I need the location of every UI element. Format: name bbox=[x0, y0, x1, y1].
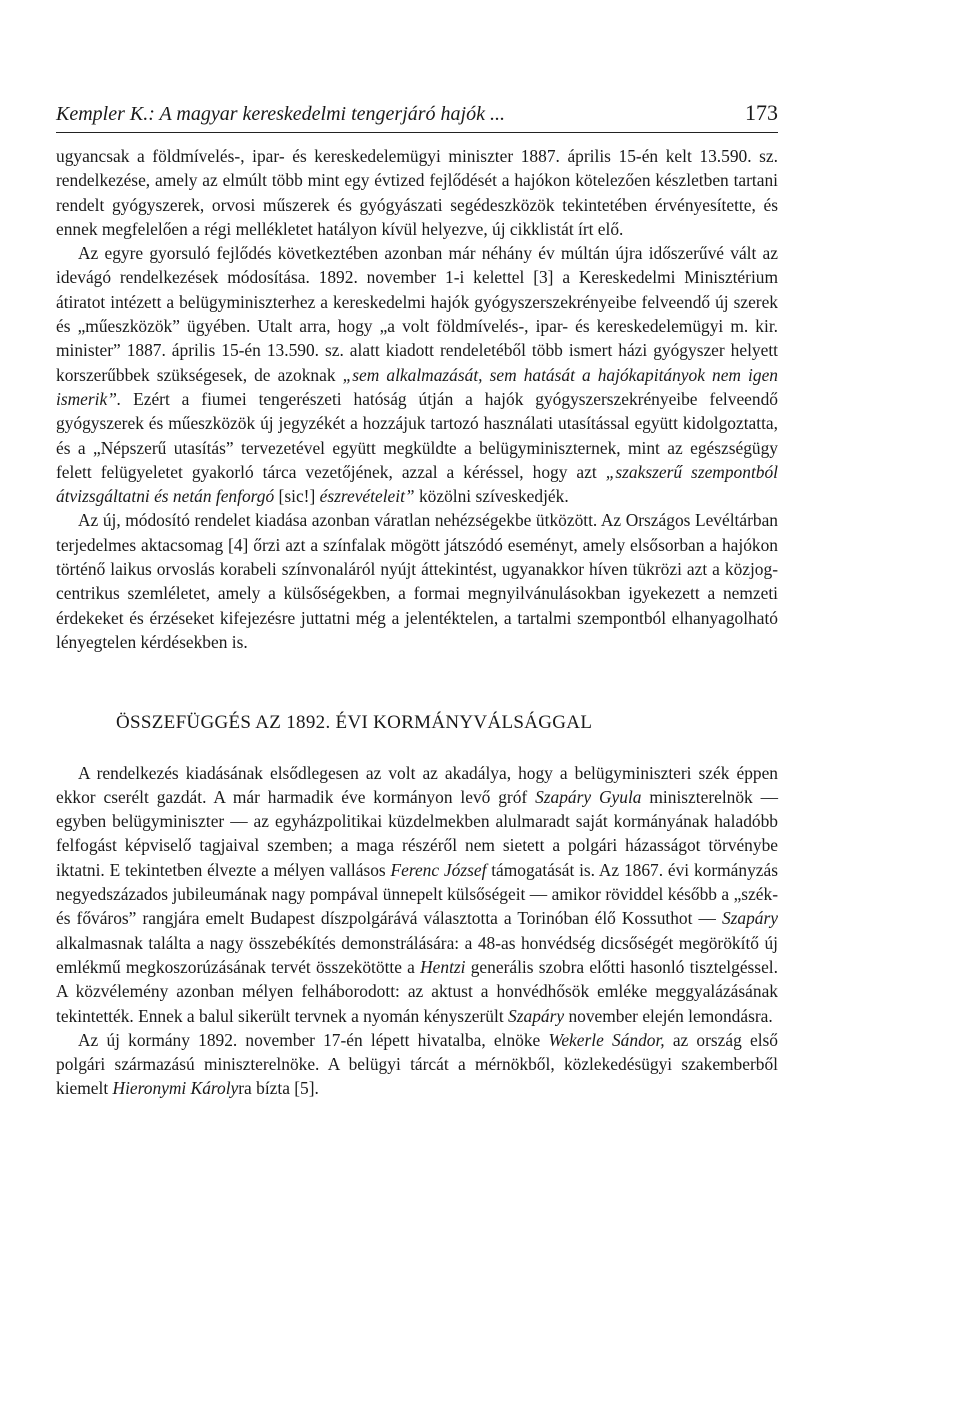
paragraph-2-sic: [sic!] bbox=[278, 486, 316, 507]
section-heading: ÖSSZEFÜGGÉS AZ 1892. ÉVI KORMÁNYVÁLSÁGGAL bbox=[116, 712, 593, 734]
paragraph-2-text-b: Ezért a fiumei tengerészeti hatóság útján a hajók gyógyszerszekrényeibe felveendő gyógyszerek és műeszközök új jegyzékét a hozzájuk tartozó használati utasítással együtt kidolgoztatta, és a „Népszerű utasítás” tervezetével együtt megküldte a belügyminiszternek, mint az egészségügy felett felügyeletet gyakorló tárca vezetőjének, azzal a kéréssel, hogy azt bbox=[56, 388, 778, 482]
paragraph-1-text: ugyancsak a földmívelés-, ipar- és kereskedelemügyi miniszter 1887. április 15-én kelt 13.590. sz. rendelkezése, amely az elmúlt több mint egy évtized fejlődését a hajókon kötelezően készletben tartani rendelt gyógyszerek, orvosi műszerek és gyógyászati segédeszközök tekintetében érvényesítette, és ennek megfelelően a régi mellékletet hatályon kívül helyezve, új cikklistát írt elő. bbox=[56, 146, 778, 239]
name-szapary-gyula: Szapáry Gyula bbox=[535, 786, 642, 807]
name-szapary: Szapáry bbox=[721, 908, 778, 929]
paragraph-5-text-a: Az új kormány 1892. november 17-én lépett hivatalba, elnöke bbox=[78, 1029, 541, 1050]
paragraph-4-text-e: generális szobra előtti hasonló tisztelgéssel. A közvélemény azonban mélyen felháborodott: az aktust a honvédhősök emléke meggyalázásának tekintették. Ennek a balul sikerült tervnek a nyomán kényszerült bbox=[56, 956, 778, 1026]
paragraph-2-quote-1: „sem alkalmazását, sem hatását a hajókapitányok nem igen ismerik”. bbox=[56, 364, 778, 409]
paragraph-2-quote-3: észrevételeit” bbox=[319, 486, 415, 507]
paragraph-4-text-f: november elején lemondásra. bbox=[568, 1005, 773, 1026]
name-hieronymi-karoly: Hieronymi Károly bbox=[112, 1078, 239, 1099]
paragraph-4-text-d: alkalmasnak találta a nagy összebékítés demonstrálására: a 48-as honvédség dicsőségét megörökítő új emlékmű megkoszorúzásának tervét összekötötte a bbox=[56, 932, 778, 977]
paragraph-2-text-a: Az egyre gyorsuló fejlődés következtében azonban már néhány év múltán újra időszerűvé vált az idevágó rendelkezések módosítása. 1892. november 1-i kelettel [3] a Kereskedelmi Minisztérium átiratot intézett a belügyminiszterhez a kereskedelmi hajók gyógyszerszekrényeibe felveendő új szerek és „műeszközök” ügyében. Utalt arra, hogy „a volt földmívelés-, ipar- és kereskedelemügyi m. kir. minister” 1887. április 15-én 13.590. sz. alatt kiadott rendeletéből több ismert házi gyógyszer helyett korszerűbbek szükségesek, de azoknak bbox=[56, 243, 778, 385]
name-wekerle-sandor: Wekerle Sándor, bbox=[548, 1029, 665, 1050]
name-hentzi: Hentzi bbox=[420, 956, 466, 977]
paragraph-3 bbox=[56, 508, 778, 654]
paragraph-5 bbox=[56, 1028, 778, 1101]
paragraph-2-text-c: közölni szíveskedjék. bbox=[418, 486, 569, 507]
running-title: Kempler K.: A magyar kereskedelmi tengerjáró hajók ... bbox=[56, 103, 505, 125]
paragraph-4-text-a: A rendelkezés kiadásának elsődlegesen az volt az akadálya, hogy a belügyminiszteri szék éppen ekkor cserélt gazdát. A már harmadik éve kormányon levő gróf bbox=[56, 762, 778, 807]
body-text bbox=[56, 144, 778, 1101]
paragraph-3-text: Az új, módosító rendelet kiadása azonban váratlan nehézségekbe ütközött. Az Országos Levéltárban terjedelmes aktacsomag [4] őrzi azt a színfalak mögött játszódó eseményt, amely elsősorban a hajókon történő laikus orvoslás korabeli színvonaláról nyújt áttekintést, ugyanakkor híven tükrözi azt a közjog-centrikus szemléletet, amely a külsőségekben, a formai megnyilvánulásokban igyekezett a nemzeti érdekeket és érzéseket kifejezésre juttatni még a jelentéktelen, a tartalmi szempontból elhanyagolható lényegtelen kérdésekben is. bbox=[56, 510, 778, 652]
paragraph-4-text-c: támogatását is. Az 1867. évi kormányzás negyedszázados jubileumának nagy pompával ünnepelt külsőségeit — amikor röviddel később a „szék- és főváros” rangjára emelt Budapest díszpolgárává választotta a Torinóban élő Kossuthot — bbox=[56, 859, 778, 929]
paragraph-5-text-c: ra bízta [5]. bbox=[238, 1078, 319, 1099]
name-ferenc-jozsef: Ferenc József bbox=[390, 859, 487, 880]
name-szapary-2: Szapáry bbox=[508, 1005, 565, 1026]
page-number: 173 bbox=[745, 100, 778, 125]
paragraph-4 bbox=[56, 761, 778, 1028]
paragraph-1 bbox=[56, 144, 778, 241]
paragraph-5-text-b: az ország első polgári származású miniszterelnöke. A belügyi tárcát a mérnökből, közlekedésügyi szakemberből kiemelt bbox=[56, 1029, 778, 1099]
paragraph-2-quote-2: „szakszerű szempontból átvizsgáltatni és netán fenforgó bbox=[56, 461, 779, 507]
paragraph-2 bbox=[56, 241, 778, 508]
paragraph-4-text-b: miniszterelnök — egyben belügyminiszter — az egyházpolitikai küzdelmekben alulmaradt saját kormányának haladóbb felfogást képviselő tagjaival szemben; a maga részéről nem sietett a polgári házasságot törvénybe iktatni. E tekintetben élvezte a mélyen vallásos bbox=[56, 786, 779, 880]
running-header bbox=[56, 100, 778, 133]
